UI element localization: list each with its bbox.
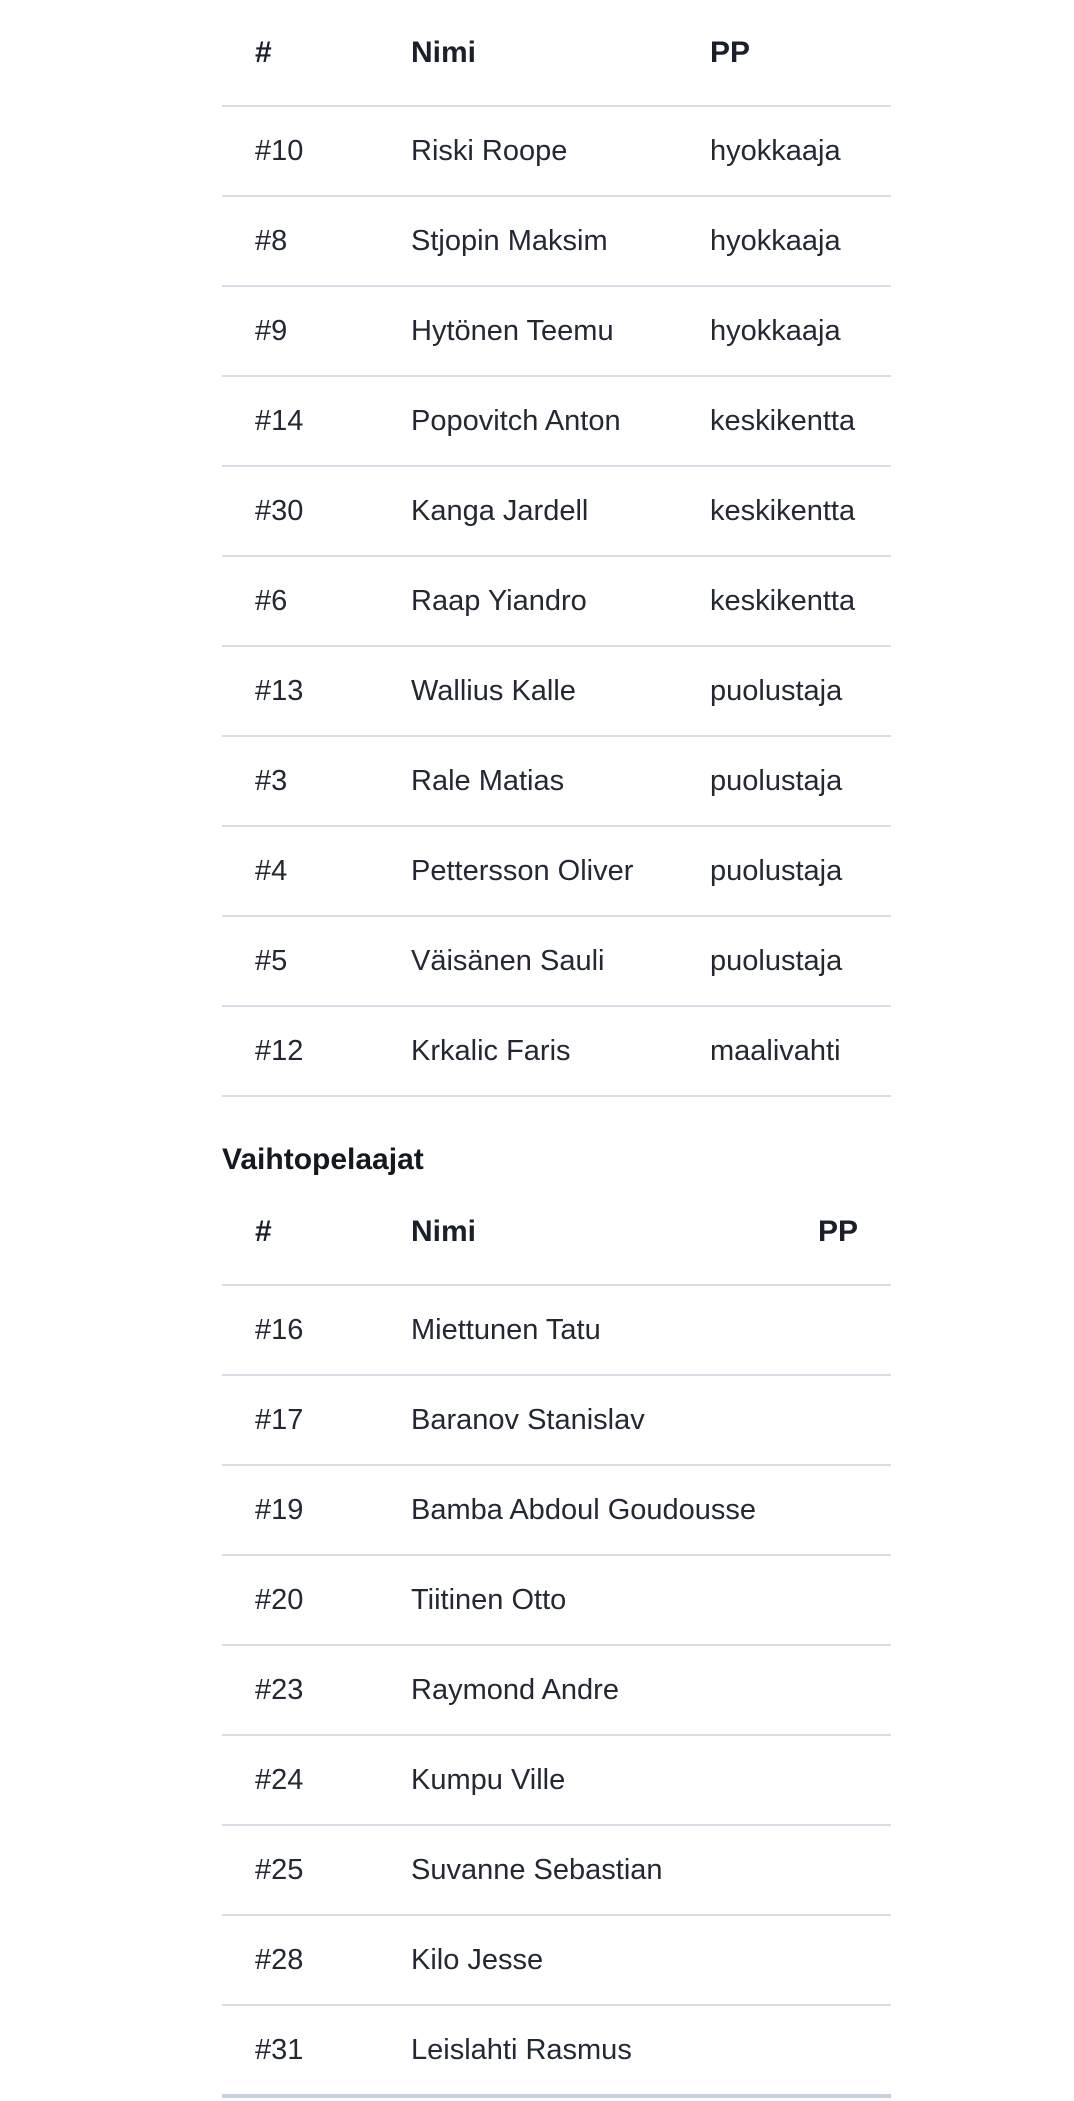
starters-column-header-number: #	[222, 0, 411, 106]
player-name: Baranov Stanislav	[411, 1375, 818, 1465]
table-row	[222, 1555, 891, 1645]
player-position: maalivahti	[710, 1006, 891, 1096]
player-name: Popovitch Anton	[411, 376, 710, 466]
substitutes-table	[222, 1180, 891, 2098]
player-number: #3	[222, 736, 411, 826]
player-position: keskikentta	[710, 376, 891, 466]
player-name: Kumpu Ville	[411, 1735, 818, 1825]
player-number: #9	[222, 286, 411, 376]
player-position	[818, 1735, 891, 1825]
player-name: Raymond Andre	[411, 1645, 818, 1735]
player-number: #12	[222, 1006, 411, 1096]
substitutes-header-row	[222, 1180, 891, 1285]
player-number: #17	[222, 1375, 411, 1465]
table-row	[222, 196, 891, 286]
player-position	[818, 1285, 891, 1375]
player-number: #24	[222, 1735, 411, 1825]
player-number: #16	[222, 1285, 411, 1375]
player-name: Wallius Kalle	[411, 646, 710, 736]
table-row	[222, 286, 891, 376]
table-row	[222, 1465, 891, 1555]
player-name: Väisänen Sauli	[411, 916, 710, 1006]
table-row	[222, 916, 891, 1006]
player-name: Kilo Jesse	[411, 1915, 818, 2005]
player-position	[818, 1375, 891, 1465]
player-name: Hytönen Teemu	[411, 286, 710, 376]
table-row	[222, 1375, 891, 1465]
player-number: #14	[222, 376, 411, 466]
table-row	[222, 106, 891, 196]
player-number: #30	[222, 466, 411, 556]
player-name: Krkalic Faris	[411, 1006, 710, 1096]
starters-header-row	[222, 0, 891, 106]
player-position: puolustaja	[710, 736, 891, 826]
player-name: Kanga Jardell	[411, 466, 710, 556]
player-name: Pettersson Oliver	[411, 826, 710, 916]
player-name: Stjopin Maksim	[411, 196, 710, 286]
table-row	[222, 736, 891, 826]
player-name: Bamba Abdoul Goudousse	[411, 1465, 818, 1555]
starters-column-header-name: Nimi	[411, 0, 710, 106]
substitutes-column-header-number: #	[222, 1180, 411, 1285]
starters-table	[222, 0, 891, 1097]
table-row	[222, 1915, 891, 2005]
player-name: Tiitinen Otto	[411, 1555, 818, 1645]
player-position	[818, 1645, 891, 1735]
player-number: #6	[222, 556, 411, 646]
player-number: #8	[222, 196, 411, 286]
player-position: puolustaja	[710, 916, 891, 1006]
player-name: Leislahti Rasmus	[411, 2005, 818, 2096]
player-position: puolustaja	[710, 646, 891, 736]
table-row	[222, 646, 891, 736]
table-row	[222, 2005, 891, 2096]
player-position	[818, 1825, 891, 1915]
player-name: Riski Roope	[411, 106, 710, 196]
player-number: #20	[222, 1555, 411, 1645]
table-row	[222, 1006, 891, 1096]
player-name: Rale Matias	[411, 736, 710, 826]
substitutes-column-header-position: PP	[818, 1180, 891, 1285]
player-position: hyokkaaja	[710, 196, 891, 286]
table-row	[222, 556, 891, 646]
player-number: #10	[222, 106, 411, 196]
table-row	[222, 376, 891, 466]
player-position	[818, 1465, 891, 1555]
player-position: keskikentta	[710, 556, 891, 646]
player-number: #4	[222, 826, 411, 916]
substitutes-heading: Vaihtopelaajat	[222, 1143, 424, 1176]
player-number: #13	[222, 646, 411, 736]
player-position: keskikentta	[710, 466, 891, 556]
player-position	[818, 1915, 891, 2005]
player-number: #28	[222, 1915, 411, 2005]
player-position	[818, 2005, 891, 2096]
table-row	[222, 1735, 891, 1825]
player-position: puolustaja	[710, 826, 891, 916]
table-row	[222, 826, 891, 916]
table-row	[222, 1825, 891, 1915]
player-number: #31	[222, 2005, 411, 2096]
player-position: hyokkaaja	[710, 286, 891, 376]
substitutes-column-header-name: Nimi	[411, 1180, 818, 1285]
player-name: Raap Yiandro	[411, 556, 710, 646]
player-name: Suvanne Sebastian	[411, 1825, 818, 1915]
player-position	[818, 1555, 891, 1645]
table-row	[222, 466, 891, 556]
table-row	[222, 1645, 891, 1735]
table-row	[222, 1285, 891, 1375]
player-number: #19	[222, 1465, 411, 1555]
starters-column-header-position: PP	[710, 0, 891, 106]
player-number: #25	[222, 1825, 411, 1915]
player-position: hyokkaaja	[710, 106, 891, 196]
player-number: #23	[222, 1645, 411, 1735]
roster-page	[222, 0, 858, 2098]
player-number: #5	[222, 916, 411, 1006]
player-name: Miettunen Tatu	[411, 1285, 818, 1375]
